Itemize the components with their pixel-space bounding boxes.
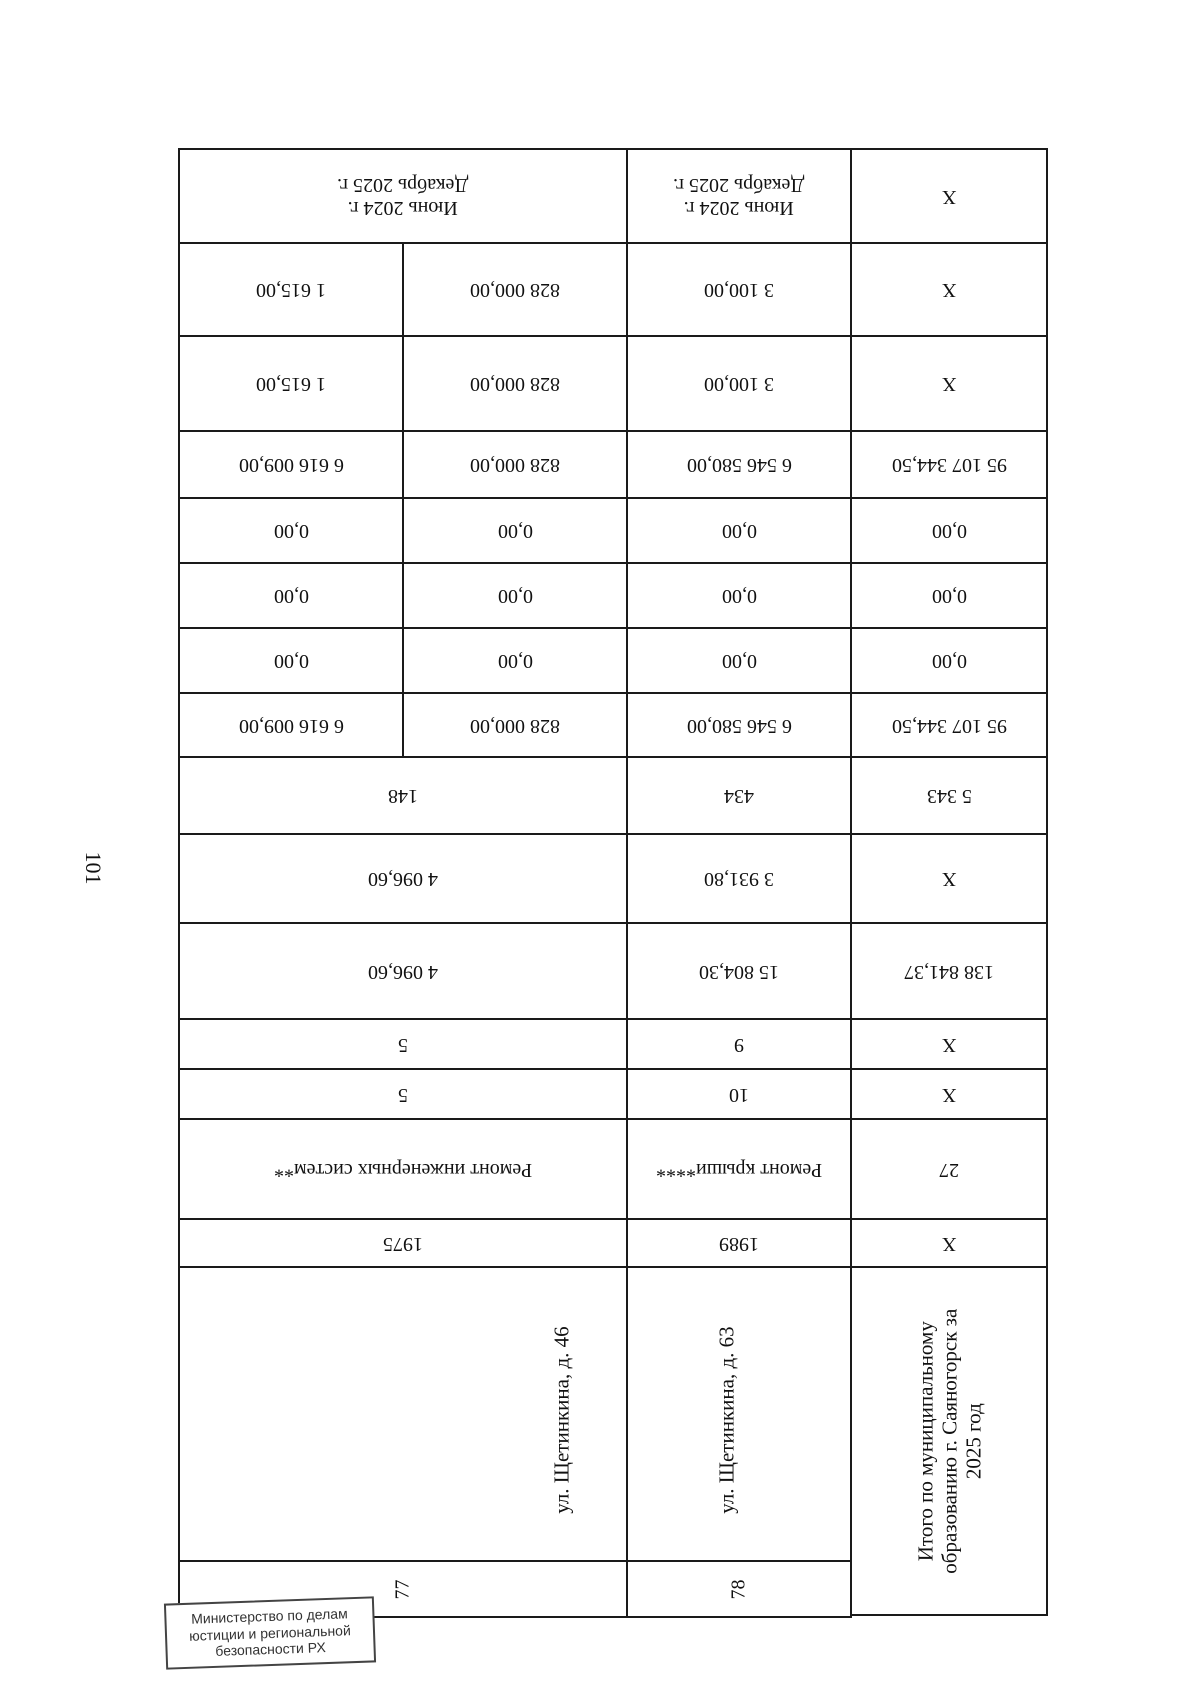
amount-cell: 0,00 <box>626 562 852 629</box>
count-cell: 434 <box>626 756 852 835</box>
amount-cell: 6 546 580,00 <box>626 692 852 758</box>
period-cell-row78: Июнь 2024 г. Декабрь 2025 г. <box>626 148 852 244</box>
amount-cell: 0,00 <box>178 497 404 564</box>
ministry-stamp: Министерство по делам юстиции и региональной безопасности РХ <box>164 1596 376 1669</box>
floors-cell: X <box>850 1018 1048 1070</box>
amount-cell: 0,00 <box>402 562 628 629</box>
count-cell: 5 343 <box>850 756 1048 835</box>
address-cell-row78: ул. Щетинкина, д. 63 <box>626 1266 852 1562</box>
amount-cell: 1 615,00 <box>178 335 404 432</box>
amount-cell: 3 100,00 <box>626 242 852 337</box>
work-type-cell: 27 <box>850 1118 1048 1220</box>
amount-cell: 0,00 <box>402 627 628 694</box>
amount-cell: 6 546 580,00 <box>626 430 852 499</box>
amount-cell: 0,00 <box>402 497 628 564</box>
amount-cell: 6 616 009,00 <box>178 430 404 499</box>
entrances-cell: 5 <box>178 1068 628 1120</box>
count-cell: 148 <box>178 756 628 835</box>
amount-cell: 828 000,00 <box>402 242 628 337</box>
amount-cell: 0,00 <box>626 497 852 564</box>
work-type-cell: Ремонт инженерных систем** <box>178 1118 628 1220</box>
amount-cell: 828 000,00 <box>402 430 628 499</box>
amount-cell: 0,00 <box>850 627 1048 694</box>
floors-cell: 9 <box>626 1018 852 1070</box>
amount-cell: X <box>850 242 1048 337</box>
address-cell-row77: ул. Щетинкина, д. 46 <box>178 1266 628 1562</box>
area-cell: 138 841,37 <box>850 922 1048 1020</box>
area-cell: 3 931,80 <box>626 833 852 924</box>
amount-cell: 0,00 <box>850 497 1048 564</box>
amount-cell: 6 616 009,00 <box>178 692 404 758</box>
period-cell-total: X <box>850 148 1048 244</box>
row-number-77: 77 <box>178 1560 628 1618</box>
amount-cell: 0,00 <box>850 562 1048 629</box>
entrances-cell: 10 <box>626 1068 852 1120</box>
amount-cell: 828 000,00 <box>402 335 628 432</box>
year-cell: X <box>850 1218 1048 1268</box>
page-number: 101 <box>81 851 106 885</box>
amount-cell: 3 100,00 <box>626 335 852 432</box>
area-cell: 4 096,60 <box>178 833 628 924</box>
row-number-78: 78 <box>626 1560 852 1618</box>
work-type-cell: Ремонт крыши**** <box>626 1118 852 1220</box>
amount-cell: 1 615,00 <box>178 242 404 337</box>
period-cell-row77: Июнь 2024 г. Декабрь 2025 г. <box>178 148 628 244</box>
entrances-cell: X <box>850 1068 1048 1120</box>
amount-cell: 828 000,00 <box>402 692 628 758</box>
year-cell: 1975 <box>178 1218 628 1268</box>
amount-cell: 0,00 <box>178 562 404 629</box>
area-cell: 15 804,30 <box>626 922 852 1020</box>
year-cell: 1989 <box>626 1218 852 1268</box>
amount-cell: 0,00 <box>626 627 852 694</box>
area-cell: X <box>850 833 1048 924</box>
address-cell-total: Итого по муниципальному образованию г. Саяногорск за 2025 год <box>850 1266 1048 1616</box>
amount-cell: 0,00 <box>178 627 404 694</box>
amount-cell: 95 107 344,50 <box>850 430 1048 499</box>
amount-cell: X <box>850 335 1048 432</box>
floors-cell: 5 <box>178 1018 628 1070</box>
amount-cell: 95 107 344,50 <box>850 692 1048 758</box>
area-cell: 4 096,60 <box>178 922 628 1020</box>
